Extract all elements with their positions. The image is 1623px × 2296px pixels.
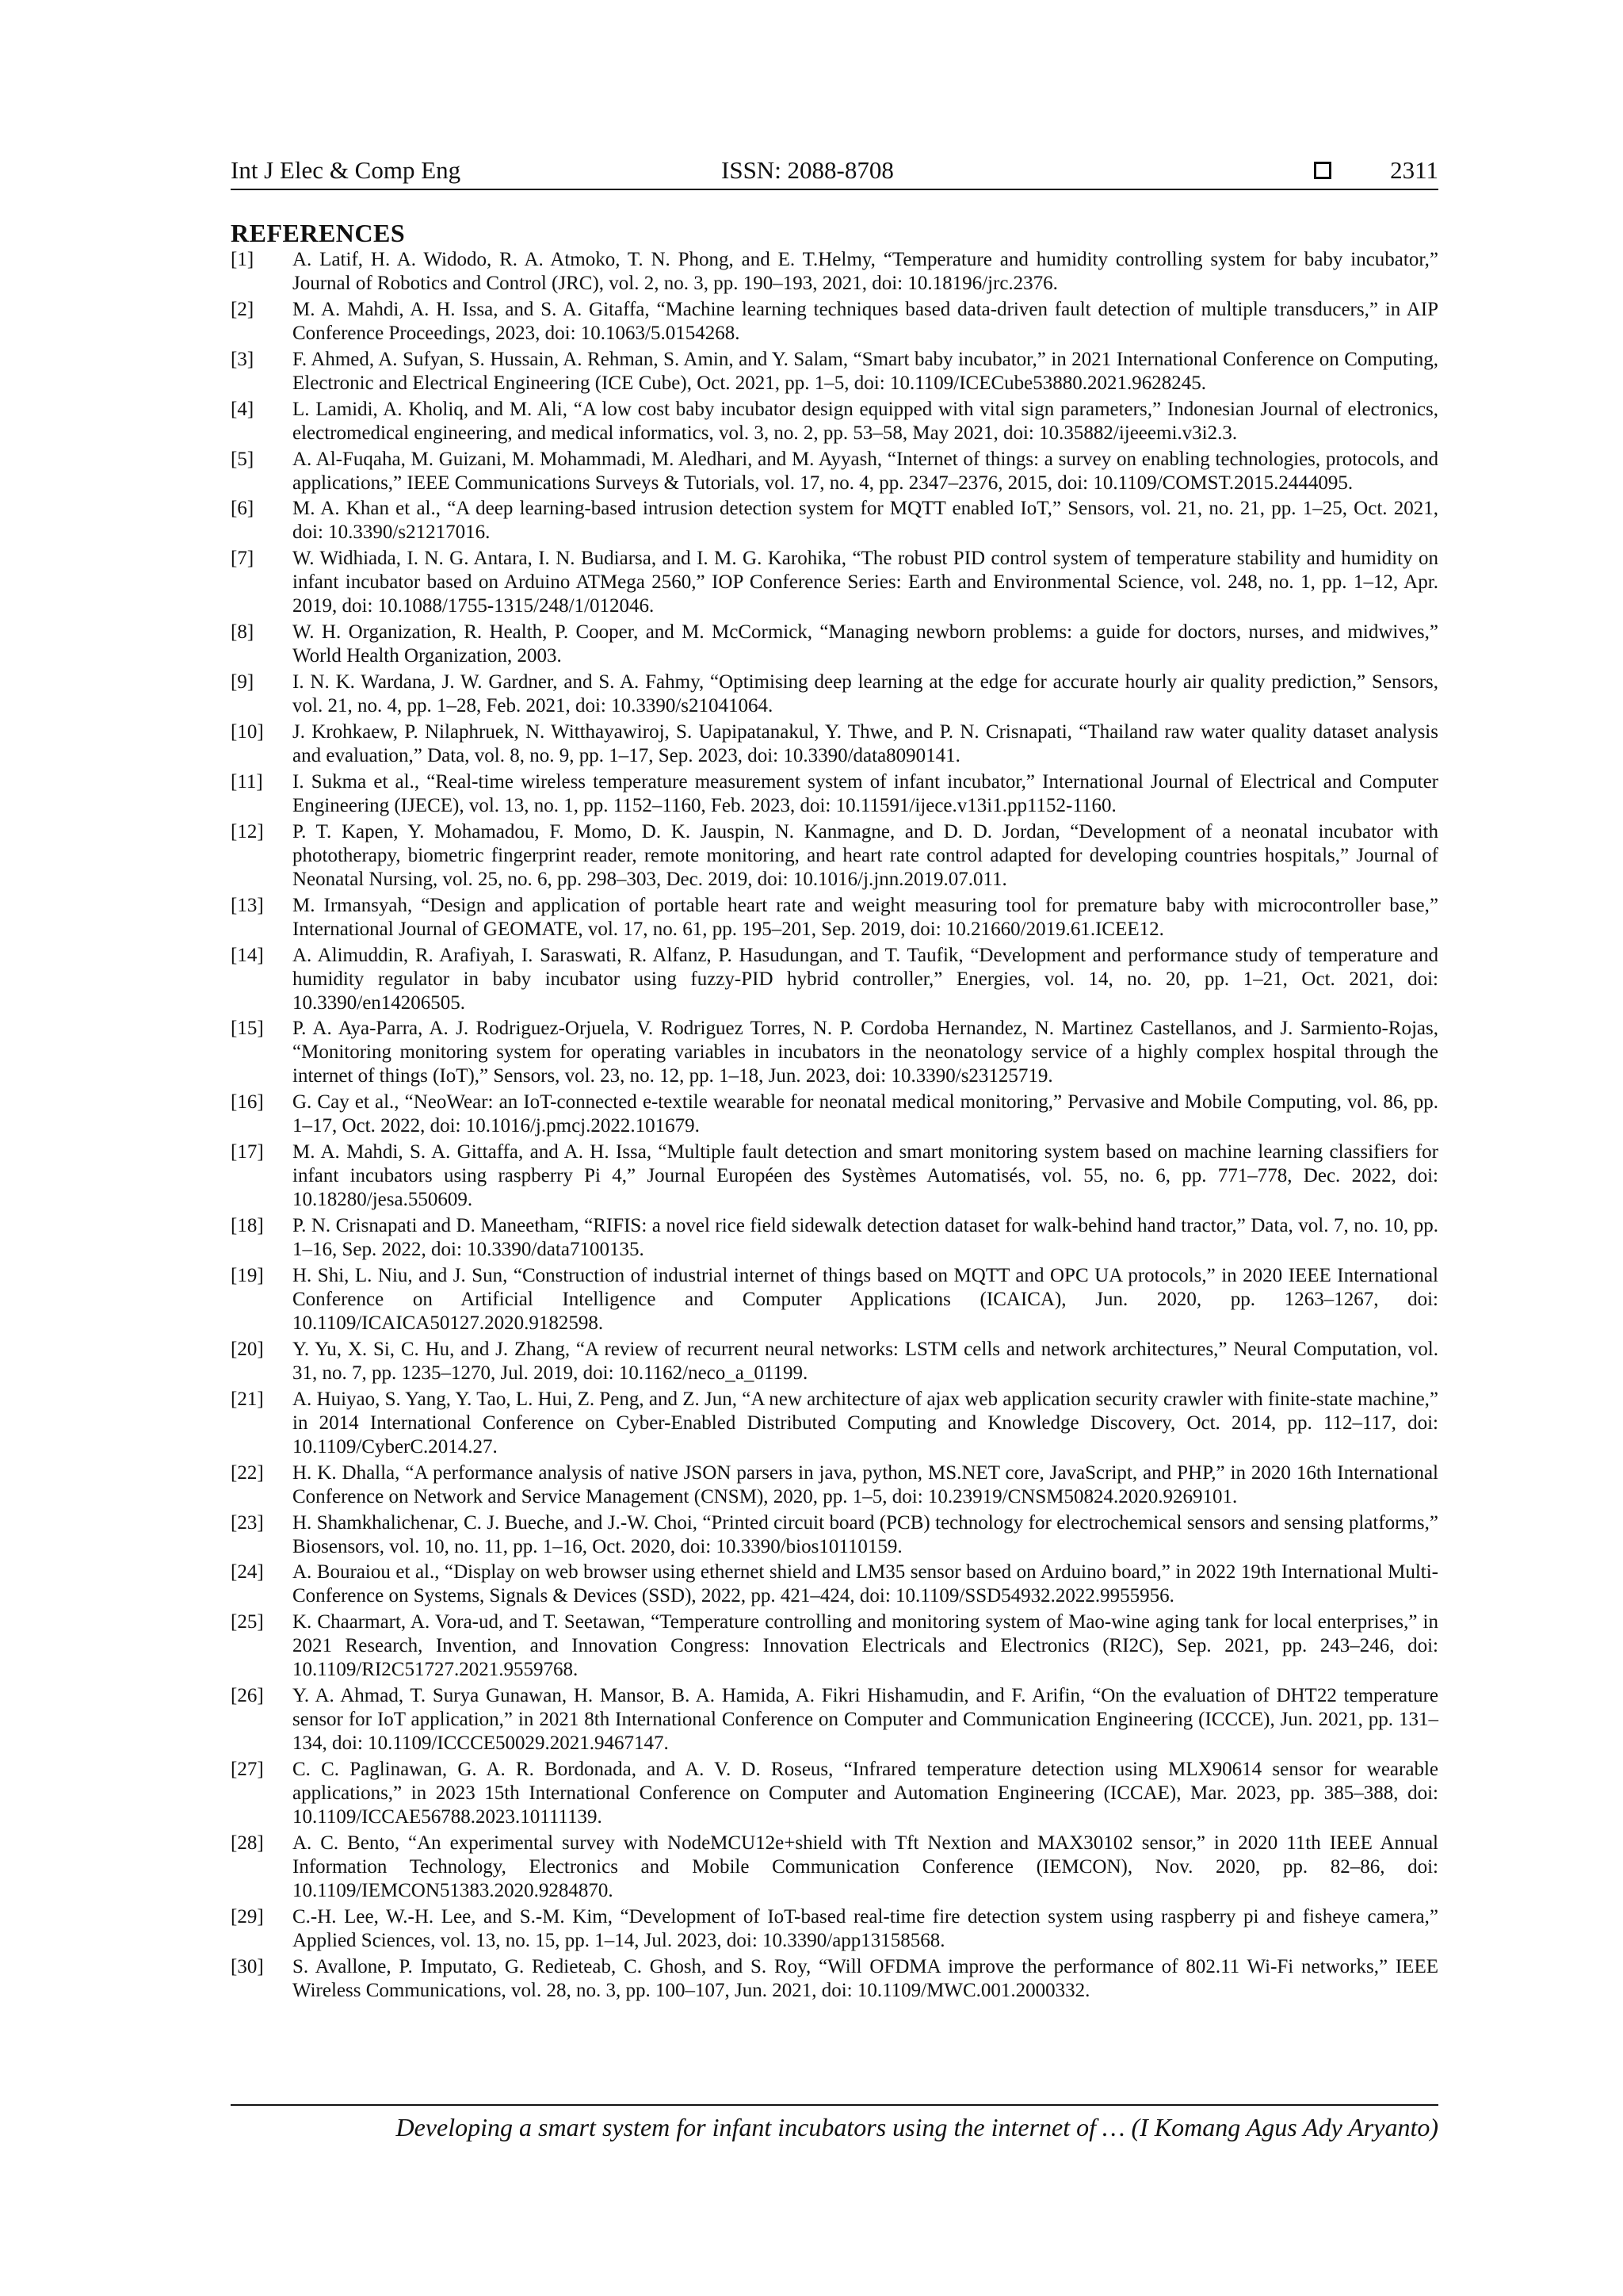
reference-text: W. Widhiada, I. N. G. Antara, I. N. Budiarsa, and I. M. G. Karohika, “The robust PID control system of temperature stability and humidity on infant incubator based on Arduino ATMega 2560,” IOP Conference Series: Earth and Environmental Science, vol. 248, no. 1, pp. 1–12, Apr. 2019, doi: 10.1088/1755-1315/248/1/012046. [292,548,1438,617]
reference-text: M. Irmansyah, “Design and application of portable heart rate and weight measuring tool for premature baby with microcontroller base,” International Journal of GEOMATE, vol. 17, no. 61, pp. 195–201, Sep. 2019, doi: 10.21660/2019.61.ICEE12. [292,894,1438,940]
reference-text: P. A. Aya-Parra, A. J. Rodriguez-Orjuela, V. Rodriguez Torres, N. P. Cordoba Hernandez, N. Martinez Castellanos, and J. Sarmiento-Rojas, “Monitoring monitoring system for operating variables in incubators in the neonatology service of a highly complex hospital through the internet of things (IoT),” Sensors, vol. 23, no. 12, pp. 1–18, Jun. 2023, doi: 10.3390/s23125719. [292,1018,1438,1087]
reference-number: [16] [231,1091,264,1114]
reference-item [231,1832,1438,1903]
reference-number: [1] [231,249,254,270]
reference-number: [30] [231,1955,264,1977]
reference-item [231,720,1438,768]
reference-item [231,1955,1438,2003]
reference-item [231,820,1438,892]
reference-text: H. Shamkhalichenar, C. J. Bueche, and J.-W. Choi, “Printed circuit board (PCB) technology for electrochemical sensors and sensing platforms,” Biosensors, vol. 10, no. 11, pp. 1–16, Oct. 2020, doi: 10.3390/bios10110159. [292,1511,1438,1557]
reference-text: A. Al-Fuqaha, M. Guizani, M. Mohammadi, M. Aledhari, and M. Ayyash, “Internet of things: a survey on enabling technologies, protocols, and applications,” IEEE Communications Surveys & Tutorials, vol. 17, no. 4, pp. 2347–2376, 2015, doi: 10.1109/COMST.2015.2444095. [292,448,1438,494]
reference-text: H. Shi, L. Niu, and J. Sun, “Construction of industrial internet of things based on MQTT and OPC UA protocols,” in 2020 IEEE International Conference on Artificial Intelligence and Computer Applications (ICAICA), Jun. 2020, pp. 1263–1267, doi: 10.1109/ICAICA50127.2020.9182598. [292,1265,1438,1335]
reference-item [231,944,1438,1015]
section-title: REFERENCES [231,219,406,247]
reference-text: Y. A. Ahmad, T. Surya Gunawan, H. Mansor, B. A. Hamida, A. Fikri Hishamudin, and F. Arifin, “On the evaluation of DHT22 temperature sensor for IoT application,” in 2021 8th International Conference on Computer and Communication Engineering (ICCCE), Jun. 2021, pp. 131–134, doi: 10.1109/ICCCE50029.2021.9467147. [292,1685,1438,1755]
reference-number: [25] [231,1611,264,1633]
reference-text: G. Cay et al., “NeoWear: an IoT-connected e-textile wearable for neonatal medical monitoring,” Pervasive and Mobile Computing, vol. 86, pp. 1–17, Oct. 2022, doi: 10.1016/j.pmcj.2022.101679. [292,1091,1438,1137]
reference-item [231,298,1438,346]
reference-text: I. Sukma et al., “Real-time wireless temperature measurement system of infant incubator,” International Journal of Electrical and Computer Engineering (IJECE), vol. 13, no. 1, pp. 1152–1160, Feb. 2023, doi: 10.11591/ijece.v13i1.pp1152-1160. [292,770,1438,816]
reference-text: A. Alimuddin, R. Arafiyah, I. Saraswati, R. Alfanz, P. Hasudungan, and T. Taufik, “Development and performance study of temperature and humidity regulator in baby incubator using fuzzy-PID hybrid controller,” Energies, vol. 14, no. 20, pp. 1–21, Oct. 2021, doi: 10.3390/en14206505. [292,944,1438,1014]
footer-rule [231,2104,1438,2106]
reference-text: Y. Yu, X. Si, C. Hu, and J. Zhang, “A review of recurrent neural networks: LSTM cells and network architectures,” Neural Computation, vol. 31, no. 7, pp. 1235–1270, Jul. 2019, doi: 10.1162/neco_a_01199. [292,1338,1438,1384]
issn: ISSN: 2088-8708 [721,156,894,184]
reference-item [231,1214,1438,1262]
reference-text: W. H. Organization, R. Health, P. Cooper, and M. McCormick, “Managing newborn problems: a guide for doctors, nurses, and midwives,” World Health Organization, 2003. [292,621,1438,667]
reference-item [231,670,1438,718]
reference-number: [29] [231,1905,264,1927]
reference-text: A. Huiyao, S. Yang, Y. Tao, L. Hui, Z. Peng, and Z. Jun, “A new architecture of ajax web application security crawler with finite-state machine,” in 2014 International Conference on Cyber-Enabled Distributed Computing and Knowledge Discovery, Oct. 2014, pp. 112–117, doi: 10.1109/CyberC.2014.27. [292,1388,1439,1457]
reference-number: [12] [231,820,264,842]
reference-item [231,1758,1438,1829]
reference-item [231,547,1438,618]
reference-number: [24] [231,1561,264,1584]
reference-number: [27] [231,1759,264,1781]
reference-number: [19] [231,1265,264,1287]
reference-number: [6] [231,498,254,520]
reference-number: [18] [231,1215,264,1237]
reference-text: M. A. Mahdi, A. H. Issa, and S. A. Gitaffa, “Machine learning techniques based data-driven fault detection of multiple transducers,” in AIP Conference Proceedings, 2023, doi: 10.1063/5.0154268. [292,298,1438,344]
reference-item [231,348,1438,395]
reference-item [231,1091,1438,1138]
reference-number: [3] [231,348,254,370]
reference-number: [7] [231,548,254,570]
reference-number: [22] [231,1461,264,1484]
reference-list [231,248,1438,2005]
reference-number: [21] [231,1388,264,1410]
reference-number: [13] [231,894,264,916]
reference-text: C. C. Paglinawan, G. A. R. Bordonada, and A. V. D. Roseus, “Infrared temperature detection using MLX90614 sensor for wearable applications,” in 2023 15th International Conference on Computer and Automation Engineering (ICCAE), Mar. 2023, pp. 385–388, doi: 10.1109/ICCAE56788.2023.10111139. [292,1759,1438,1828]
reference-text: C.-H. Lee, W.-H. Lee, and S.-M. Kim, “Development of IoT-based real-time fire detection system using raspberry pi and fisheye camera,” Applied Sciences, vol. 13, no. 15, pp. 1–14, Jul. 2023, doi: 10.3390/app13158568. [292,1905,1438,1951]
reference-item [231,1140,1438,1212]
reference-text: P. N. Crisnapati and D. Maneetham, “RIFIS: a novel rice field sidewalk detection dataset for walk-behind hand tractor,” Data, vol. 7, no. 10, pp. 1–16, Sep. 2022, doi: 10.3390/data7100135. [292,1215,1438,1261]
reference-text: A. Bouraiou et al., “Display on web browser using ethernet shield and LM35 sensor based on Arduino board,” in 2022 19th International Multi-Conference on Systems, Signals & Devices (SSD), 2022, pp. 421–424, doi: 10.1109/SSD54932.2022.9955956. [292,1561,1438,1607]
reference-number: [15] [231,1018,264,1040]
reference-text: S. Avallone, P. Imputato, G. Redieteab, C. Ghosh, and S. Roy, “Will OFDMA improve the performance of 802.11 Wi-Fi networks,” IEEE Wireless Communications, vol. 28, no. 3, pp. 100–107, Jun. 2021, doi: 10.1109/MWC.001.2000332. [292,1955,1438,2001]
reference-item [231,448,1438,495]
reference-item [231,621,1438,668]
reference-item [231,1511,1438,1559]
page-number: 2311 [1390,156,1438,184]
reference-number: [17] [231,1141,264,1163]
reference-text: M. A. Mahdi, S. A. Gittaffa, and A. H. Issa, “Multiple fault detection and smart monitoring system based on machine learning classifiers for infant incubators using raspberry Pi 4,” Journal Européen des Systèmes Automatisés, vol. 55, no. 6, pp. 771–778, Dec. 2022, doi: 10.18280/jesa.550609. [292,1141,1438,1211]
reference-item [231,1264,1438,1335]
reference-item [231,497,1438,544]
reference-number: [14] [231,944,264,966]
reference-text: I. N. K. Wardana, J. W. Gardner, and S. A. Fahmy, “Optimising deep learning at the edge for accurate hourly air quality prediction,” Sensors, vol. 21, no. 4, pp. 1–28, Feb. 2021, doi: 10.3390/s21041064. [292,671,1438,717]
reference-number: [8] [231,621,254,644]
reference-item [231,894,1438,942]
reference-text: M. A. Khan et al., “A deep learning-based intrusion detection system for MQTT enabled IoT,” Sensors, vol. 21, no. 21, pp. 1–25, Oct. 2021, doi: 10.3390/s21217016. [292,498,1438,544]
reference-text: A. Latif, H. A. Widodo, R. A. Atmoko, T. N. Phong, and E. T.Helmy, “Temperature and humidity controlling system for baby incubator,” Journal of Robotics and Control (JRC), vol. 2, no. 3, pp. 190–193, 2021, doi: 10.18196/jrc.2376. [292,249,1438,294]
reference-number: [11] [231,770,263,793]
checkbox-square-icon [1314,162,1331,179]
reference-number: [23] [231,1511,264,1534]
reference-item [231,1338,1438,1385]
reference-number: [28] [231,1832,264,1855]
reference-number: [5] [231,448,254,470]
reference-item [231,248,1438,296]
running-header [231,155,1438,188]
reference-item [231,1905,1438,1953]
reference-item [231,1017,1438,1088]
reference-item [231,1561,1438,1608]
reference-number: [4] [231,398,254,420]
reference-item [231,1610,1438,1682]
reference-number: [26] [231,1685,264,1707]
running-footer: Developing a smart system for infant incubators using the internet of … (I Komang Agus Ady Aryanto) [395,2113,1438,2141]
reference-text: K. Chaarmart, A. Vora-ud, and T. Seetawan, “Temperature controlling and monitoring system of Mao-wine aging tank for local enterprises,” in 2021 Research, Invention, and Innovation Congress: Innovation Electricals and Electronics (RI2C), Sep. 2021, pp. 243–246, doi: 10.1109/RI2C51727.2021.9559768. [292,1611,1438,1681]
reference-text: J. Krohkaew, P. Nilaphruek, N. Witthayawiroj, S. Uapipatanakul, Y. Thwe, and P. N. Crisnapati, “Thailand raw water quality dataset analysis and evaluation,” Data, vol. 8, no. 9, pp. 1–17, Sep. 2023, doi: 10.3390/data8090141. [292,721,1438,767]
header-rule [231,189,1438,190]
reference-number: [20] [231,1338,264,1360]
reference-item [231,770,1438,818]
reference-number: [10] [231,721,264,743]
reference-item [231,1684,1438,1755]
reference-item [231,1388,1438,1459]
reference-text: L. Lamidi, A. Kholiq, and M. Ali, “A low cost baby incubator design equipped with vital sign parameters,” Indonesian Journal of electronics, electromedical engineering, and medical informatics, vol. 3, no. 2, pp. 53–58, May 2021, doi: 10.35882/ijeeemi.v3i2.3. [292,398,1438,444]
reference-number: [9] [231,671,254,693]
journal-name: Int J Elec & Comp Eng [231,156,461,184]
reference-number: [2] [231,298,254,320]
reference-text: A. C. Bento, “An experimental survey with NodeMCU12e+shield with Tft Nextion and MAX30102 sensor,” in 2020 11th IEEE Annual Information Technology, Electronics and Mobile Communication Conference (IEMCON), Nov. 2020, pp. 82–86, doi: 10.1109/IEMCON51383.2020.9284870. [292,1832,1438,1902]
reference-text: F. Ahmed, A. Sufyan, S. Hussain, A. Rehman, S. Amin, and Y. Salam, “Smart baby incubator,” in 2021 International Conference on Computing, Electronic and Electrical Engineering (ICE Cube), Oct. 2021, pp. 1–5, doi: 10.1109/ICECube53880.2021.9628245. [292,348,1438,394]
reference-item [231,398,1438,445]
reference-text: H. K. Dhalla, “A performance analysis of native JSON parsers in java, python, MS.NET core, JavaScript, and PHP,” in 2020 16th International Conference on Network and Service Management (CNSM), 2020, pp. 1–5, doi: 10.23919/CNSM50824.2020.9269101. [292,1461,1438,1507]
reference-text: P. T. Kapen, Y. Mohamadou, F. Momo, D. K. Jauspin, N. Kanmagne, and D. D. Jordan, “Development of a neonatal incubator with phototherapy, biometric fingerprint reader, remote monitoring, and heart rate control adapted for developing countries hospitals,” Journal of Neonatal Nursing, vol. 25, no. 6, pp. 298–303, Dec. 2019, doi: 10.1016/j.jnn.2019.07.011. [292,820,1438,890]
reference-item [231,1461,1438,1509]
